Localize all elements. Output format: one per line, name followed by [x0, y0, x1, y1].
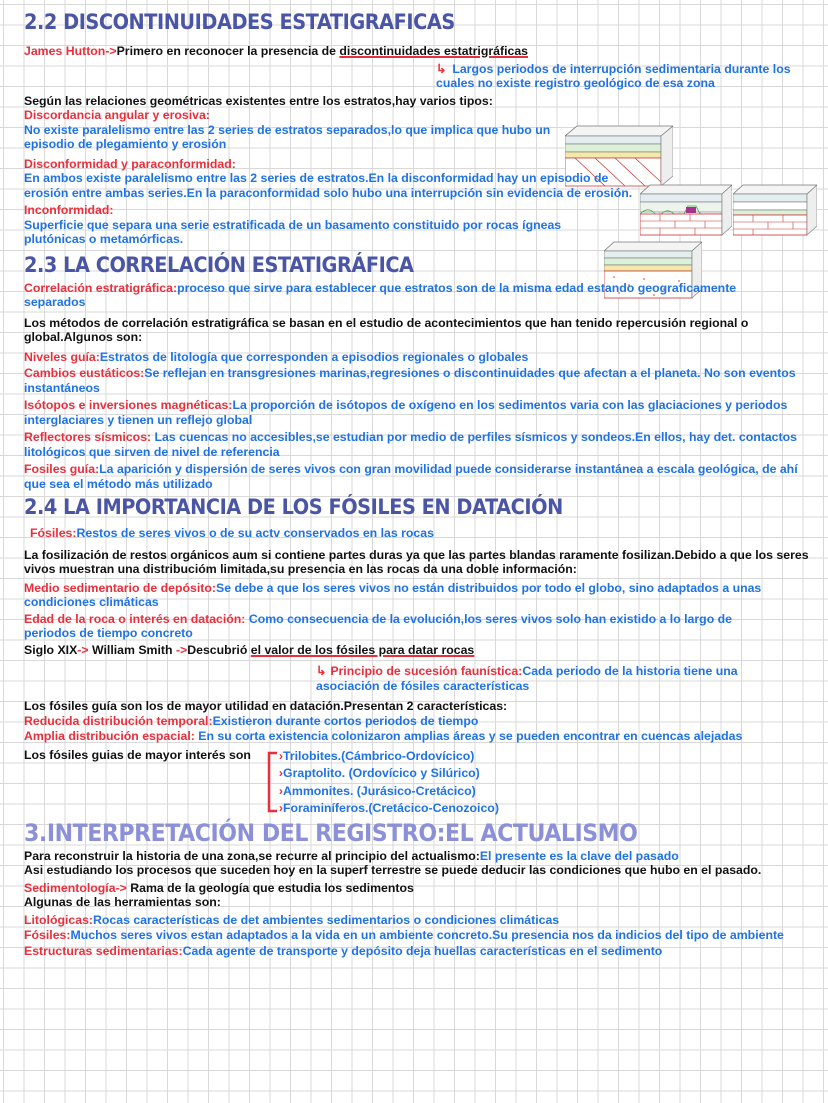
fossil-item: ›Ammonites. (Jurásico-Cretácico): [278, 783, 476, 798]
text: Rocas características de det ambientes sedimentarios o condiciones climáticas: [93, 912, 560, 927]
heading-3: 3.INTERPRETACIÓN DEL REGISTRO:EL ACTUALISMO: [24, 818, 638, 847]
term: Amplia distribución espacial:: [24, 729, 195, 743]
text: Estratos de litología que corresponden a episodios regionales o globales: [99, 349, 529, 364]
arrow-icon: ↳: [316, 664, 327, 678]
arrow-icon: ->: [175, 642, 188, 657]
method-reflectores: [24, 430, 814, 459]
text: La aparición y dispersión de seres vivos con gran movilidad puede considerarse instantánea a escala geológica, de ahí que sea el método más utilizado: [24, 462, 798, 491]
term: Niveles guía:: [24, 349, 100, 364]
type-inconformidad: [24, 203, 599, 247]
correlacion-definition: [24, 281, 764, 310]
fossil-label: Graptolito. (Ordovícico y Silúrico): [283, 766, 480, 780]
term: Correlación estratigráfica:: [24, 280, 178, 295]
hutton-line: [24, 44, 796, 59]
actualismo-paragraph: [24, 849, 814, 864]
term: Litológicas:: [24, 912, 94, 927]
guia-intro: Los fósiles guía son los de mayor utilidad en datación.Presentan 2 características:: [24, 699, 508, 713]
text: Primero en reconocer la presencia de: [116, 44, 340, 58]
text: Muchos seres vivos estan adaptados a la vida en un ambiente concreto.Su presencia nos da indicios del tipo de ambiente: [70, 928, 784, 942]
fossil-label: Foraminíferos.(Cretácico-Cenozoico): [283, 801, 499, 815]
term: Medio sedimentario de depósito:: [24, 580, 216, 595]
text: Restos de seres vivos o de su actv conservados en las rocas: [76, 526, 434, 540]
text: William Smith: [88, 642, 176, 657]
text: La proporción de isótopos de oxígeno en los sedimentos varia con las glaciaciones y periodos interglaciares y tienen un reflejo global: [24, 398, 788, 427]
text: En su corta existencia colonizaron amplias áreas y se pueden encontrar en cuencas alejadas: [194, 729, 743, 743]
tool-fosiles: [24, 928, 804, 943]
smith-line: [24, 643, 796, 658]
asi-paragraph: Asi estudiando los procesos que suceden hoy en la superf terrestre se puede deducir las condiciones que hubo en el pasado.: [24, 863, 762, 877]
text: En ambos existe paralelismo entre las 2 series de estratos.En la disconformidad hay un episodio de erosión entre ambas series.En la paraconformidad solo hubo una interrupción sin evidencia de erosión.: [24, 171, 633, 200]
text: proceso que sirve para establecer que estratos son de la misma edad estando geograficamente separados: [24, 280, 737, 309]
text: Rama de la geología que estudia los sedimentos: [126, 880, 414, 895]
type-disconformidad: [24, 157, 636, 201]
text: Se debe a que los seres vivos no están distribuidos por todo el globo, sino adaptados a unas condiciones climáticas: [24, 580, 762, 609]
info-edad: [24, 612, 784, 641]
term: Isótopos e inversiones magnéticas:: [24, 398, 233, 412]
text: Siglo XIX: [24, 642, 78, 657]
term: Principio de sucesión faunística:: [330, 664, 523, 678]
note-text: Largos periodos de interrupción sedimentaria durante los cuales no existe registro geológico de esa zona: [436, 61, 791, 90]
term: Fósiles:: [24, 928, 71, 942]
list-intro: Los fósiles guias de mayor interés son: [24, 747, 251, 762]
fossil-item: ›Foraminíferos.(Cretácico-Cenozoico): [278, 801, 499, 815]
heading-2-4: 2.4 LA IMPORTANCIA DE LOS FÓSILES EN DATACIÓN: [24, 495, 563, 519]
principio-sucesion: [316, 664, 796, 693]
fossil-label: Ammonites. (Jurásico-Cretácico): [283, 783, 476, 798]
term: Edad de la roca o interés en datación:: [24, 611, 246, 626]
arrow-icon: ->: [77, 642, 89, 657]
term: Sedimentología: [24, 880, 116, 895]
bracket-icon: [265, 751, 279, 815]
heading-2-3: 2.3 LA CORRELACIÓN ESTATIGRÁFICA: [24, 252, 414, 277]
intro: Según las relaciones geométricas existentes entre los estratos,hay varios tipos:: [24, 93, 493, 108]
fossil-list-row: [24, 748, 796, 818]
text: Superficie que separa una serie estratificada de un basamento constituido por rocas ígneas plutónicas o metamórficas.: [24, 217, 562, 246]
tools-intro: Algunas de las herramientas son:: [24, 895, 221, 909]
char-espacial: [24, 729, 814, 744]
fosilizacion-paragraph: La fosilización de restos orgánicos aum si contiene partes duras ya que las partes blandas raramente fosilizan.Debido a que los seres vivos muestran una distribucióm limitada,su presencia en las rocas da una doble información:: [24, 547, 809, 576]
underlined-text: el valor de los fósiles para datar rocas: [250, 642, 475, 657]
term: Reflectores sísmicos:: [24, 430, 152, 444]
sedimentologia-line: [24, 881, 796, 896]
term: Inconformidad:: [24, 203, 114, 217]
fossil-item: ›Trilobites.(Cámbrico-Ordovícico): [278, 748, 475, 763]
hutton-note: [436, 62, 816, 91]
arrow-icon: ↳: [436, 61, 447, 76]
arrow-icon: ->: [115, 880, 127, 895]
term: Fosiles guía:: [24, 462, 100, 476]
fossil-label: Trilobites.(Cámbrico-Ordovícico): [283, 748, 475, 763]
metodos-intro: Los métodos de correlación estratigráfica se basan en el estudio de acontecimientos que han tenido repercusión regional o global.Algunos son:: [24, 315, 749, 344]
term: Cambios eustáticos:: [24, 366, 145, 380]
method-isotopos: [24, 398, 814, 427]
arrow-icon: ->: [105, 44, 117, 58]
info-medio: [24, 581, 814, 610]
term: Fósiles:: [30, 526, 77, 540]
highlight-text: El presente es la clave del pasado: [479, 848, 679, 863]
type-discordancia: [24, 108, 564, 152]
fosiles-definition: [30, 526, 796, 541]
term: Disconformidad y paraconformidad:: [24, 156, 236, 171]
method-niveles: [24, 350, 814, 365]
method-cambios: [24, 366, 814, 395]
text: No existe paralelismo entre las 2 series de estratos separados,lo que implica que hubo un episodio de plegamiento y erosión: [24, 122, 551, 151]
tool-estructuras: [24, 944, 804, 959]
text: Para reconstruir la historia de una zona,se recurre al principio del actualismo:: [24, 848, 480, 863]
term: Estructuras sedimentarias:: [24, 943, 183, 958]
heading-2-2: 2.2 DISCONTINUIDADES ESTATIGRAFICAS: [24, 10, 455, 34]
fossil-item: ›Graptolito. (Ordovícico y Silúrico): [278, 766, 480, 780]
method-fosiles-guia: [24, 462, 814, 491]
text: Como consecuencia de la evolución,los seres vivos solo han existido a lo largo de periodos de tiempo concreto: [24, 611, 732, 640]
text: Descubrió: [187, 642, 251, 657]
term: Discordancia angular y erosiva:: [24, 108, 210, 122]
tool-litologicas: [24, 913, 814, 928]
underlined-text: discontinuidades estatrigráficas: [339, 44, 529, 58]
term: James Hutton: [24, 44, 106, 58]
term: Reducida distribución temporal:: [24, 713, 213, 728]
char-temporal: [24, 714, 814, 729]
text: Se reflejan en transgresiones marinas,regresiones o discontinuidades que afectan a el planeta. No son eventos instantáneos: [24, 366, 796, 395]
text: Cada agente de transporte y depósito deja huellas características en el sedimento: [182, 943, 663, 958]
text: Las cuencas no accesibles,se estudian por medio de perfiles sísmicos y sondeos.En ellos, hay det. contactos litológicos que sirven de nivel de referencia: [24, 430, 797, 459]
text: Cada periodo de la historia tiene una asociación de fósiles características: [316, 664, 738, 693]
text: Existieron durante cortos periodos de tiempo: [212, 713, 479, 728]
fossil-list: [265, 748, 499, 818]
